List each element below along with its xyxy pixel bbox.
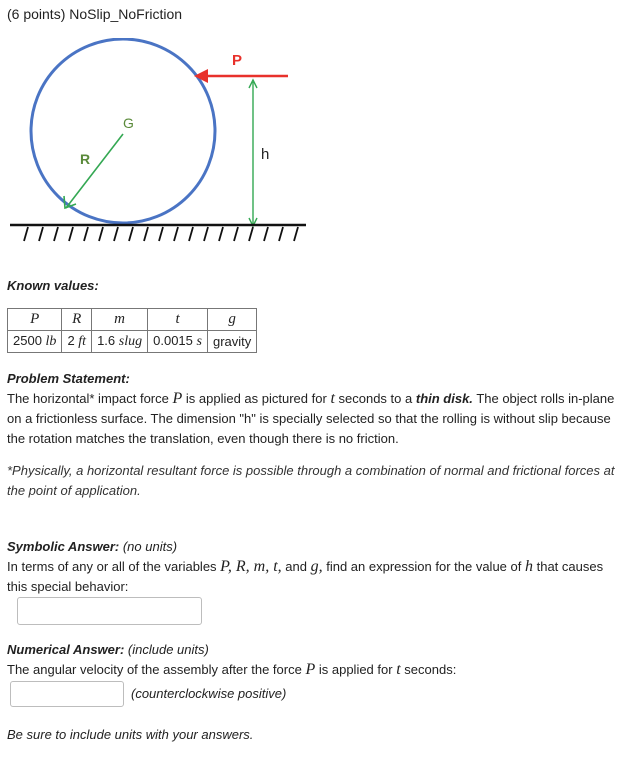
- numerical-hint: (counterclockwise positive): [131, 686, 287, 701]
- value-P: 2500 lb: [8, 331, 62, 353]
- header-g: g: [207, 309, 256, 331]
- header-P: P: [8, 309, 62, 331]
- symbolic-answer-input[interactable]: [17, 597, 202, 625]
- numerical-prompt: The angular velocity of the assembly after the force P is applied for t seconds:: [7, 661, 457, 678]
- header-R: R: [62, 309, 92, 331]
- symbolic-prompt: In terms of any or all of the variables P, R, m, t, and g, find an expression for the value of h that causes this special behavior:: [7, 558, 604, 594]
- numerical-section: [7, 640, 619, 680]
- problem-statement: [7, 369, 619, 449]
- symbolic-section: [7, 537, 619, 597]
- question-title: (6 points) NoSlip_NoFriction: [7, 6, 183, 22]
- table-header-row: [8, 309, 257, 331]
- footer-note: Be sure to include units with your answers.: [7, 727, 254, 742]
- numerical-note: (include units): [127, 642, 209, 657]
- value-m: 1.6 slug: [92, 331, 148, 353]
- problem-footnote: *Physically, a horizontal resultant force is possible through a combination of normal and frictional forces at the point of application.: [7, 463, 615, 498]
- problem-heading: Problem Statement:: [7, 371, 130, 386]
- numerical-heading: Numerical Answer:: [7, 642, 125, 657]
- value-g: gravity: [207, 331, 256, 353]
- symbolic-heading: Symbolic Answer:: [7, 539, 120, 554]
- header-t: t: [148, 309, 208, 331]
- label-P: P: [232, 52, 243, 69]
- problem-figure: [6, 38, 308, 258]
- value-R: 2 ft: [62, 331, 92, 353]
- symbolic-note: (no units): [122, 539, 178, 554]
- label-G: G: [123, 115, 134, 131]
- known-values-table: [7, 308, 257, 353]
- header-m: m: [92, 309, 148, 331]
- label-R: R: [80, 151, 91, 167]
- problem-text: The horizontal* impact force P is applied as pictured for t seconds to a thin disk. The object rolls in-plane on a frictionless surface. The dimension "h" is specially selected so that the rolling is without slip because the rotation matches the translation, even though there is no friction.: [7, 390, 615, 446]
- numerical-answer-input[interactable]: [10, 681, 124, 707]
- value-t: 0.0015 s: [148, 331, 208, 353]
- label-h: h: [261, 146, 270, 163]
- table-value-row: [8, 331, 257, 353]
- known-values-heading: Known values:: [7, 278, 99, 293]
